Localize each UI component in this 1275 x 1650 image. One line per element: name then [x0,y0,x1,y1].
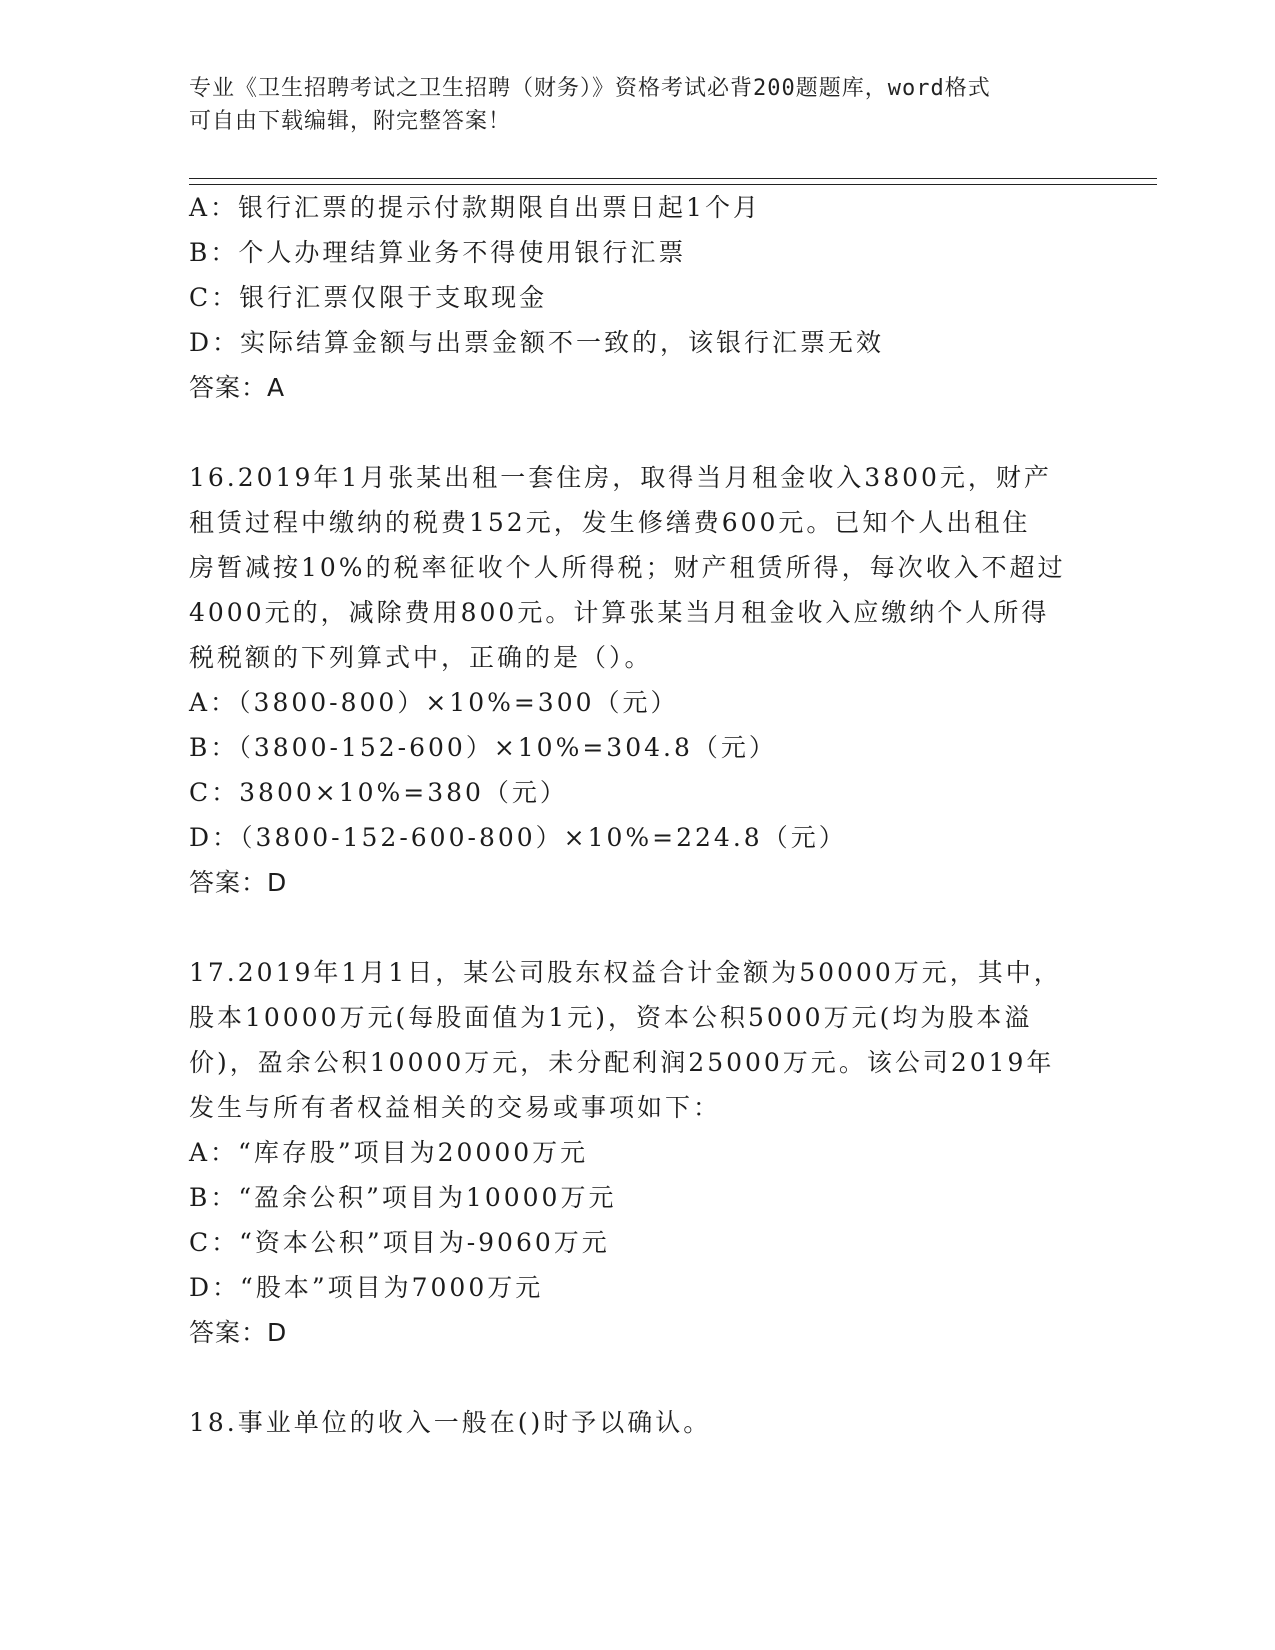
header-line-1: 专业《卫生招聘考试之卫生招聘（财务）》资格考试必背200题题库，word格式 [189,76,991,101]
q16-option-a: A：（3800-800）×10%=300（元） [189,688,679,717]
q17-stem-line-1: 17.2019年1月1日，某公司股东权益合计金额为50000万元，其中， [189,958,1062,987]
q15-option-b: B：个人办理结算业务不得使用银行汇票 [189,238,687,267]
q15-option-a: A：银行汇票的提示付款期限自出票日起1个月 [189,193,761,222]
q17-option-d: D：“股本”项目为7000万元 [189,1273,544,1302]
q16-stem-line-1: 16.2019年1月张某出租一套住房，取得当月租金收入3800元，财产 [189,463,1052,492]
q17-stem-line-4: 发生与所有者权益相关的交易或事项如下： [189,1093,722,1122]
q16-stem-line-4: 4000元的，减除费用800元。计算张某当月租金收入应缴纳个人所得 [189,598,1050,627]
header-line-2: 可自由下载编辑，附完整答案！ [189,109,512,134]
q16-answer: 答案：D [189,868,288,897]
q15-option-c: C：银行汇票仅限于支取现金 [189,283,548,312]
q15-option-d: D：实际结算金额与出票金额不一致的，该银行汇票无效 [189,328,885,357]
header-rule-top [189,178,1157,179]
q18-stem-line-1: 18.事业单位的收入一般在()时予以确认。 [189,1408,712,1437]
q16-option-b: B：（3800-152-600）×10%=304.8（元） [189,733,777,762]
q16-stem-line-5: 税税额的下列算式中，正确的是（）。 [189,643,653,672]
q16-option-c: C：3800×10%=380（元） [189,778,568,807]
q17-stem-line-2: 股本10000万元(每股面值为1元)，资本公积5000万元(均为股本溢 [189,1003,1033,1032]
header-rule-bottom [189,184,1157,185]
q16-stem-line-2: 租赁过程中缴纳的税费152元，发生修缮费600元。已知个人出租住 [189,508,1031,537]
q17-option-a: A：“库存股”项目为20000万元 [189,1138,589,1167]
q17-answer: 答案：D [189,1318,288,1347]
q17-stem-line-3: 价)，盈余公积10000万元，未分配利润25000万元。该公司2019年 [189,1048,1055,1077]
q17-option-b: B：“盈余公积”项目为10000万元 [189,1183,617,1212]
q17-option-c: C：“资本公积”项目为-9060万元 [189,1228,610,1257]
q15-answer: 答案：A [189,373,286,402]
document-header [189,72,1089,138]
q16-option-d: D：（3800-152-600-800）×10%=224.8（元） [189,823,847,852]
q16-stem-line-3: 房暂减按10%的税率征收个人所得税；财产租赁所得，每次收入不超过 [189,553,1066,582]
